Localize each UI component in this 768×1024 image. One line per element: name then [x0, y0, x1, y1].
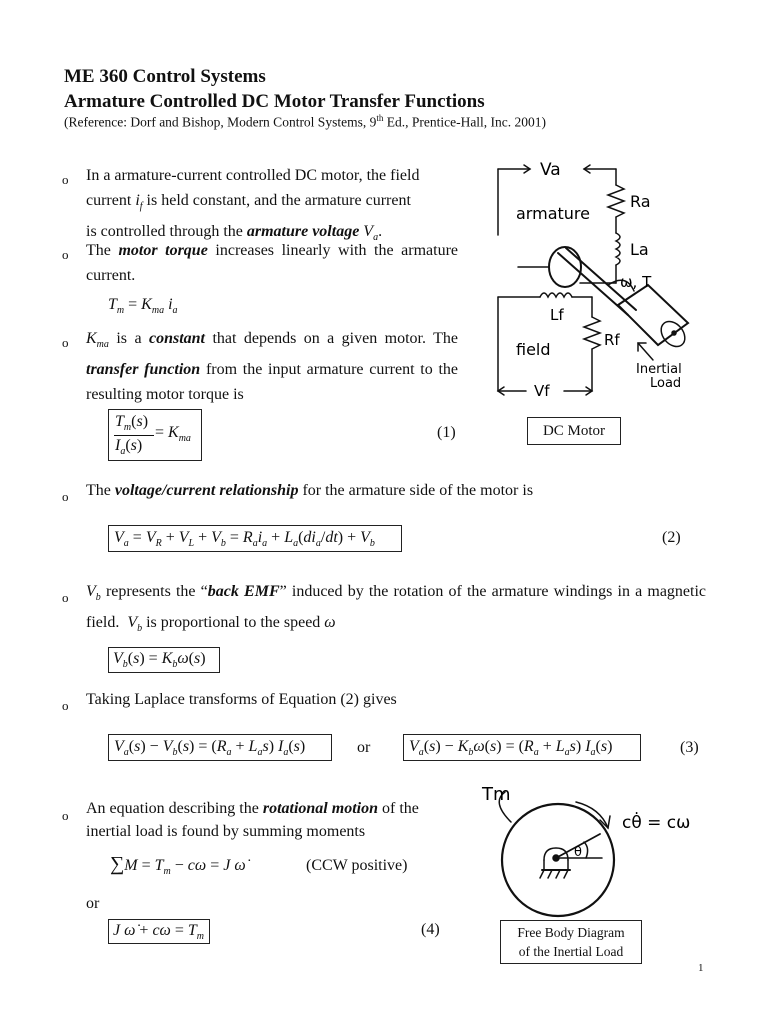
- equation-4-number: (4): [421, 921, 440, 938]
- label-theta: θ: [574, 845, 582, 860]
- paragraph-back-emf: $V_b$ represents the “back EMF” induced by the rotation of the armature windings in a magnetic field. $V_b$ is proportional to the speed ω: [86, 583, 707, 635]
- page-number: 1: [698, 962, 704, 974]
- equation-2-box: $V_a = V_R + V_L + V_b = R_ai_a + L_a(di_a/dt) + V_b$: [108, 525, 402, 552]
- label-field: field: [516, 340, 551, 359]
- equation-3b-box: $V_a(s) - K_b\omega(s) = (R_a + L_as)$ $I_a(s)$: [403, 734, 641, 761]
- paragraph-armature-control: In a armature-current controlled DC motor, the field current $i_f$ is held constant, and the armature current is controlled through the armature voltage $V_a$.: [86, 167, 420, 244]
- bullet-icon: o: [62, 335, 69, 350]
- bullet-icon: o: [62, 698, 69, 713]
- paragraph-rotational-motion: An equation describing the rotational motion of the inertial load is found by summing moments: [86, 800, 419, 840]
- label-tm: Tm: [482, 784, 511, 805]
- label-damping: cθ̇ = cω: [622, 813, 691, 833]
- label-omega-t: ω, T: [620, 273, 652, 291]
- dc-motor-caption: DC Motor: [527, 417, 621, 445]
- label-va: Va: [540, 160, 561, 180]
- label-armature: armature: [516, 204, 590, 223]
- bullet-icon: o: [62, 172, 69, 187]
- back-emf-equation-box: $V_b(s) = K_b\omega(s)$: [108, 647, 220, 673]
- paragraph-motor-torque: The motor torque increases linearly with the armature current.: [86, 242, 459, 284]
- equation-2-number: (2): [662, 529, 681, 546]
- paragraph-voltage-current: The voltage/current relationship for the armature side of the motor is: [86, 482, 534, 499]
- paragraph-laplace: Taking Laplace transforms of Equation (2) gives: [86, 691, 397, 708]
- course-title: ME 360 Control Systems: [64, 66, 266, 87]
- paragraph-transfer-function: $K_{ma}$ is a constant that depends on a given motor. The transfer function from the input armature current to the resulting motor torque is: [86, 330, 459, 404]
- label-la: La: [630, 240, 649, 259]
- ccw-note: (CCW positive): [306, 857, 408, 874]
- label-rf: Rf: [604, 331, 620, 349]
- bullet-icon: o: [62, 808, 69, 823]
- label-vf: Vf: [534, 382, 550, 400]
- equation-3-number: (3): [680, 739, 699, 756]
- reference-line: (Reference: Dorf and Bishop, Modern Control Systems, 9th Ed., Prentice-Hall, Inc. 2001): [64, 113, 547, 130]
- page-title: Armature Controlled DC Motor Transfer Functions: [64, 91, 485, 112]
- equation-4-box: J ω̇ + $c\omega = T_m$: [108, 919, 210, 944]
- moment-equation: $\sum M = T_m - c\omega = J$ ω̇: [110, 853, 246, 878]
- bullet-icon: o: [62, 489, 69, 504]
- fbd-caption: Free Body Diagram of the Inertial Load: [500, 920, 642, 964]
- or-text: or: [357, 739, 371, 756]
- torque-equation: $T_m = K_{ma}$ $i_a$: [108, 296, 178, 317]
- or-text-2: or: [86, 895, 100, 912]
- equation-1-number: (1): [437, 424, 456, 441]
- free-body-diagram: [476, 782, 726, 920]
- label-inertial: Inertial: [636, 362, 682, 377]
- equation-3a-box: $V_a(s) - V_b(s) = (R_a + L_as)$ $I_a(s)$: [108, 734, 332, 761]
- dc-motor-diagram: [488, 155, 698, 400]
- bullet-icon: o: [62, 590, 69, 605]
- label-load: Load: [650, 376, 682, 391]
- label-ra: Ra: [630, 192, 651, 211]
- bullet-icon: o: [62, 247, 69, 262]
- label-lf: Lf: [550, 306, 564, 324]
- equation-1-box: $T_m(s)$ $I_a(s)$ = $K_{ma}$: [108, 409, 202, 461]
